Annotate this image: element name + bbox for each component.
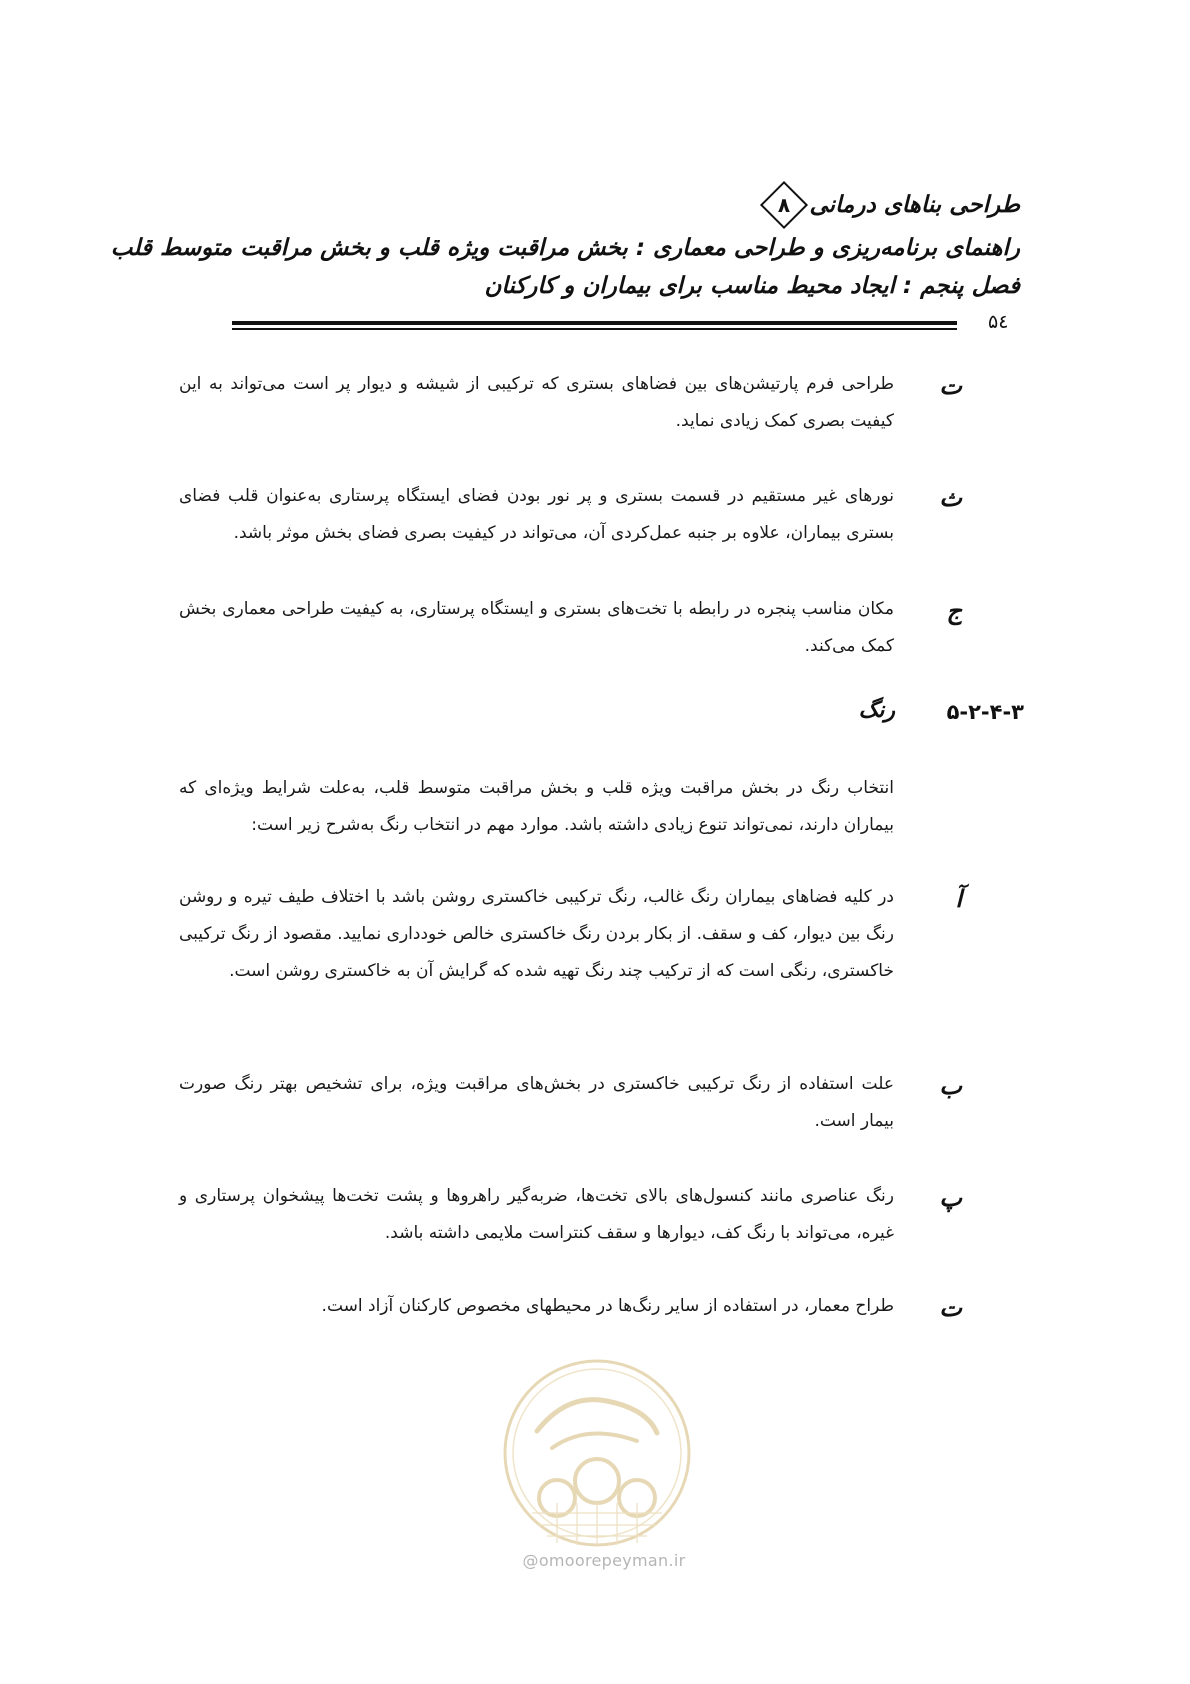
- book-title: [767, 188, 1020, 222]
- header-rule-thick: [232, 321, 957, 325]
- watermark-url: @omoorepeyman.ir: [522, 1551, 686, 1570]
- section-number: ۵-۲-۴-۳: [946, 700, 1024, 724]
- item-text: طراحی فرم پارتیشن‌های بین فضاهای بستری که ترکیبی از شیشه و دیوار پر است می‌تواند به این کیفیت بصری کمک زیادی نماید.: [179, 374, 894, 431]
- book-subtitle: راهنمای برنامه‌ریزی و طراحی معماری : بخش مراقبت ویژه قلب و بخش مراقبت متوسط قلب: [110, 235, 1020, 261]
- item-text: مکان مناسب پنجره در رابطه با تخت‌های بستری و ایستگاه پرستاری، به کیفیت طراحی معماری بخش کمک می‌کند.: [179, 599, 894, 656]
- item-text: علت استفاده از رنگ ترکیبی خاکستری در بخش‌های مراقبت ویژه، برای تشخیص بهتر رنگ صورت بیمار است.: [179, 1074, 894, 1131]
- item-marker: ت: [939, 1294, 962, 1322]
- item-text: نورهای غیر مستقیم در قسمت بستری و پر نور بودن فضای ایستگاه پرستاری به‌عنوان قلب فضای بستری بیماران، علاوه بر جنبه عمل‌کردی آن، می‌تواند در کیفیت بصری فضای بخش موثر باشد.: [179, 486, 894, 543]
- chapter-title: فصل پنجم : ایجاد محیط مناسب برای بیماران و کارکنان: [484, 273, 1020, 299]
- book-title-text: طراحی بناهای درمانی: [809, 192, 1020, 218]
- item-text: طراح معمار، در استفاده از سایر رنگ‌ها در محیطهای مخصوص کارکنان آزاد است.: [321, 1296, 894, 1316]
- section-intro: انتخاب رنگ در بخش مراقبت ویژه قلب و بخش مراقبت متوسط قلب، به‌علت شرایط ویژه‌ای که بیماران دارند، نمی‌تواند تنوع زیادی داشته باشد. موارد مهم در انتخاب رنگ به‌شرح زیر است:: [179, 778, 894, 835]
- watermark-logo-icon: [497, 1353, 697, 1553]
- header-rule-thin: [232, 328, 957, 330]
- item-text: در کلیه فضاهای بیماران رنگ غالب، رنگ ترکیبی خاکستری روشن باشد با اختلاف طیف تیره و روشن رنگ بین دیوار، کف و سقف. از بکار بردن رنگ خاکستری خالص خودداری نمایید. مقصود از رنگ ترکیبی خاکستری، رنگی است که از ترکیب چند رنگ تهیه شده که گرایش آن به خاکستری روشن است.: [179, 887, 894, 981]
- item-marker: ث: [939, 484, 962, 512]
- item-marker: ج: [946, 597, 962, 625]
- section-title: رنگ: [858, 698, 895, 723]
- volume-badge: [760, 181, 808, 229]
- item-marker: ت: [939, 372, 962, 400]
- volume-number: ۸: [778, 193, 791, 217]
- item-marker: آ: [955, 885, 962, 913]
- page-number: ۵٤: [988, 311, 1009, 333]
- item-marker: ب: [939, 1072, 962, 1100]
- item-marker: پ: [939, 1184, 962, 1212]
- item-text: رنگ عناصری مانند کنسول‌های بالای تخت‌ها، ضربه‌گیر راهروها و پشت تخت‌ها پیشخوان پرستاری و غیره، می‌تواند با رنگ کف، دیوارها و سقف کنتراست ملایمی داشته باشد.: [179, 1186, 894, 1243]
